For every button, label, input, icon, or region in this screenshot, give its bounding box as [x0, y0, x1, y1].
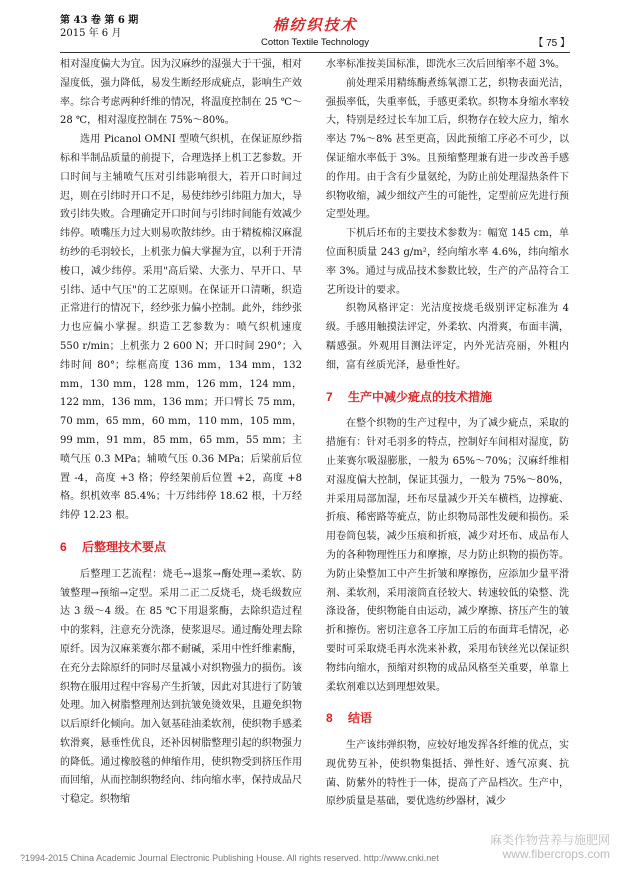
header-rule	[60, 52, 570, 53]
section-title: 后整理技术要点	[82, 539, 167, 554]
section-number: 6	[60, 539, 67, 554]
paragraph: 织物风格评定：光洁度按烧毛级别评定标准为 4 级。手感用触摸法评定，外柔软、内滑爽，布面丰满，糯感强。外观用目测法评定，内外光洁亮丽，外粗内细，富有丝质光泽，悬垂性好。	[326, 303, 569, 371]
page-number: 【 75 】	[533, 38, 570, 49]
section-heading-7	[326, 388, 569, 407]
journal-title-block	[60, 14, 570, 48]
section-heading-8	[326, 709, 569, 728]
section-number: 8	[326, 711, 333, 726]
paragraph: 生产该纬弹织物，应较好地发挥各纤维的优点，实现优势互补，使织物集挺括、弹性好、透气凉爽、抗菌、防紫外的特性于一体，提高了产品档次。生产中，原纱质量是基础，要优选纺纱器材，减少	[326, 740, 569, 808]
paragraph: 下机后坯布的主要技术参数为：幅宽 145 cm，单位面积质量 243 g/m²，经向缩水率 4.6%，纬向缩水率 3%。通过与成品技术参数比较，生产的产品符合工艺所设计的要求。	[326, 228, 569, 296]
paragraph: 后整理工艺流程：烧毛→退浆→酶处理→柔软、防皱整理→预缩→定型。采用二正二反烧毛，烧毛级数应达 3 级～4 级。在 85 ℃下用退浆酶，去除织造过程中的浆料，注意充分洗涤，使浆退尽。通过酶处理去除原纤。因为汉麻莱赛尔都不耐碱，采用中性纤维素酶，在充分去除原纤的同时尽量减小对织物强力的损伤。该织物在服用过程中容易产生折皱，因此对其进行了防皱处理。加入树脂整理剂达到抗皱免烫效果，且避免织物以后原纤化倾向。加入氨基硅油柔软剂，使织物手感柔软滑爽，悬垂性优良，还补因树脂整理引起的织物强力的降低。通过橡胶毯的伸缩作用，使织物受到挤压作用而回缩，从而控制织物经向、纬向缩水率，保持成品尺寸稳定。织物缩	[60, 568, 302, 806]
journal-title-en: Cotton Textile Technology	[261, 37, 369, 48]
paragraph: 在整个织物的生产过程中，为了减少疵点，采取的措施有：针对毛羽多的特点，控制好车间相对湿度，防止莱赛尔吸湿膨胀，一般为 65%～70%；汉麻纤维相对湿度偏大控制，保证其强力，一般为 75%～80%，并采用局部加湿，坯布尽量减少开关车横档，边撑疵、折痕、稀密路等疵点，防止织物局部性发硬和损伤。采用卷筒包装，减少压痕和折痕，减少对坯布、成品布人为的各种物理性压力和摩擦，尽力防止织物的损伤等。为防止染整加工中产生折皱和摩擦伤，应添加少量平滑剂、柔软剂，采用滚筒直径较大、转速较低的染整、洗涤设备，使织物能自由运动，减少摩擦、挤压产生的皱折和擦伤。密切注意各工序加工后的布面茸毛情况，必要时可采取烧毛再水洗来补救，采用布铗丝光以保证织物纬向缩水，预缩对织物的成品风格至关重要，单靠上柔软剂难以达到理想效果。	[326, 418, 569, 693]
site-watermark	[490, 833, 610, 861]
watermark-url: www.fibercrops.com	[502, 847, 610, 861]
date-label: 2015 年 6 月	[60, 28, 122, 39]
paragraph: 相对湿度偏大为宜。因为汉麻纱的湿强大于干强，相对湿度低，强力降低，易发生断经形成疵点，影响生产效率。综合考虑两种纤维的情况，将温度控制在 25 ℃～28 ℃，相对湿度控制在 75%～80%。	[60, 59, 302, 127]
copyright-footer: ?1994-2015 China Academic Journal Electronic Publishing House. All rights reserved. http://www.cnki.net	[20, 853, 439, 863]
section-heading-6	[60, 538, 302, 557]
section-title: 结语	[348, 711, 373, 726]
left-column	[60, 56, 302, 810]
journal-title-cn: 棉纺织技术	[272, 16, 358, 34]
section-number: 7	[326, 389, 333, 404]
volume-label: 第 43 卷 第 6 期	[60, 15, 139, 26]
right-column	[326, 56, 569, 812]
watermark-cn: 麻类作物营养与施肥网	[489, 833, 610, 847]
paragraph: 水率标准按美国标准，即洗水三次后回缩率不超 3%。	[326, 59, 566, 70]
paragraph: 前处理采用精练酶煮练氧漂工艺，织物表面光洁，强损率低，失重率低，手感更柔软。织物本身缩水率较大，特别是经过长车加工后，织物存在较大应力，缩水率达 7%～8% 甚至更高，因此预缩工序必不可少，以保证缩水率低于 3%。且预缩整理兼有进一步改善手感的作用。由于含有少量氨纶，为防止前处理湿热条件下织物收缩，减少细纹产生的可能性，定型前应先进行预定型处理。	[326, 77, 569, 221]
section-title: 生产中减少疵点的技术措施	[348, 389, 493, 404]
paragraph: 选用 Picanol OMNI 型喷气织机，在保证原纱指标和半制品质量的前提下，合理选择上机工艺参数。开口时间与主辅喷气压对引纬影响很大，若开口时间过迟，则在引纬时开口不足，易使纬纱引纬阻力加大，导致引纬失败。合理确定开口时间与引纬时间能有效减少纬停。喷嘴压力过大则易吹散纬纱。由于精梳棉汉麻混纺纱的毛羽较长，上机张力偏大掌握为宜，以利于开清梭口，减少纬停。采用"高后梁、大张力、早开口、早引纬、适中气压"的工艺原则。在保证开口清晰，织造正常进行的情况下，经纱张力偏小控制。此外，纬纱张力也应偏小掌握。织造工艺参数为：喷气织机速度 550 r/min；上机张力 2 600 N；开口时间 290°；入纬时间 80°；综框高度 136 mm，134 mm，132 mm，130 mm，128 mm，126 mm，124 mm，122 mm，136 mm，136 mm；开口臂长 75 mm，70 mm，65 mm，60 mm，110 mm，105 mm，99 mm，91 mm，85 mm，65 mm，55 mm；主喷气压 0.3 MPa；辅喷气压 0.36 MPa；后梁前后位置 -4，高度 +3 格；停经架前后位置 +2，高度 +8 格。织机效率 85.4%；十万纬纬停 18.62 根，十万经纬停 12.23 根。	[60, 134, 302, 522]
